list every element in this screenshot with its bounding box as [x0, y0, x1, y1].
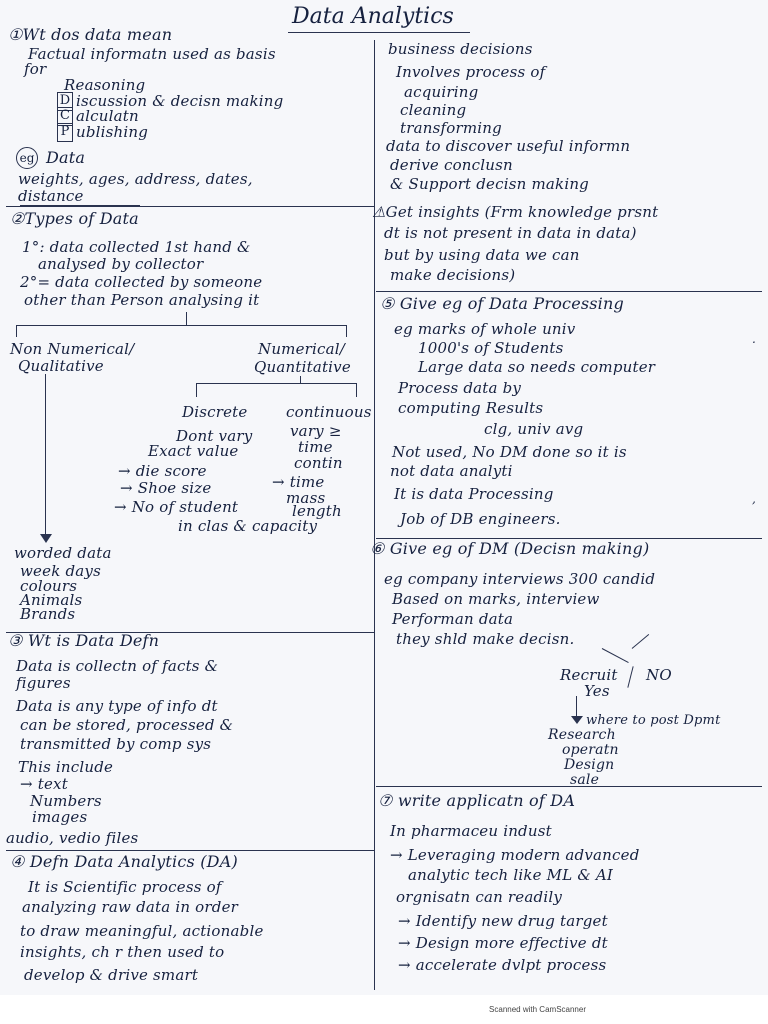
qualitative-item: colours [20, 577, 78, 595]
discrete-drop [196, 383, 197, 397]
margin-mark: , [752, 492, 757, 506]
numerical-branch [196, 383, 356, 384]
q7-line: orgnisatn can readily [396, 888, 562, 906]
q5-line: not data analyti [390, 462, 513, 480]
decision-branch [632, 634, 649, 649]
cont4-line: & Support decisn making [390, 175, 589, 193]
q5-line: computing Results [398, 399, 544, 417]
q6-line: eg company interviews 300 candid [384, 570, 656, 588]
scan-footer [0, 995, 768, 1024]
cont4-line: Involves process of [396, 63, 546, 81]
scanned-with-label: Scanned with CamScanner [489, 1005, 586, 1014]
q2-line: 1°: data collected 1st hand & [22, 238, 251, 256]
q3-line: Data is any type of info dt [16, 697, 218, 715]
yes-label: Yes [584, 682, 610, 700]
yes-no-slash [627, 666, 633, 688]
q2-heading: ②Types of Data [10, 209, 139, 228]
q4-heading: ④ Defn Data Analytics (DA) [10, 852, 238, 871]
discrete-item: → die score [118, 462, 207, 480]
department-item: Research [548, 727, 616, 743]
q5-line: It is data Processing [394, 485, 554, 503]
continuous-item: vary ≥ [290, 422, 342, 440]
continuous-item: contin [294, 454, 343, 472]
q5-line: 1000's of Students [418, 339, 564, 357]
arrow-down-icon [40, 534, 52, 543]
qualitative-item: worded data [14, 544, 112, 562]
q3-line: audio, vedio files [6, 829, 139, 847]
discrete-item: Dont vary [176, 427, 253, 445]
discrete-label: Discrete [182, 403, 248, 421]
dcap-letter-box: P [57, 123, 73, 142]
q4-line: It is Scientific process of [28, 878, 222, 896]
no-label: NO [646, 666, 672, 684]
dcap-letter-box: C [57, 107, 73, 126]
tree-left-drop [16, 325, 17, 337]
insights-line: ⚠Get insights (Frm knowledge prsnt [372, 203, 659, 221]
discrete-item: Exact value [148, 442, 239, 460]
continuous-item: → time [272, 473, 325, 491]
q4-line: to draw meaningful, actionable [20, 922, 264, 940]
tree-stem [186, 312, 187, 326]
dcap-letter-box: D [57, 92, 73, 111]
q3-heading: ③ Wt is Data Defn [8, 631, 160, 650]
yes-arrow-line [576, 696, 577, 718]
qualitative-label: Qualitative [18, 357, 104, 375]
cont4-line: derive conclusn [390, 156, 513, 174]
q3-line: This include [18, 758, 114, 776]
eg-line: distance [18, 187, 84, 205]
arrow-down-icon [571, 716, 583, 724]
cont4-line: transforming [400, 119, 502, 137]
q4-line: analyzing raw data in order [22, 898, 239, 916]
qualitative-item: week days [20, 562, 101, 580]
section-rule [6, 206, 374, 207]
non-numerical-label: Non Numerical/ [10, 340, 135, 358]
tree-right-drop [346, 325, 347, 337]
q4-line: develop & drive smart [24, 966, 199, 984]
q3-line: Data is collectn of facts & [16, 657, 219, 675]
q6-line: they shld make decisn. [396, 630, 575, 648]
q5-line: eg marks of whole univ [394, 320, 576, 338]
insights-line: but by using data we can [384, 246, 580, 264]
cont4-line: acquiring [404, 83, 479, 101]
quantitative-label: Quantitative [254, 358, 351, 376]
q3-line: figures [16, 674, 71, 692]
q3-line: → text [20, 775, 68, 793]
dcap-item: iscussion & decisn making [76, 92, 284, 110]
q5-line: Not used, No DM done so it is [392, 443, 627, 461]
cont4-line: cleaning [400, 101, 467, 119]
decision-branch [602, 648, 629, 663]
discrete-item: → No of student [114, 498, 239, 516]
q5-line: Process data by [398, 379, 522, 397]
discrete-item: → Shoe size [120, 479, 212, 497]
continuous-item: length [292, 502, 342, 520]
q5-line: Large data so needs computer [418, 358, 656, 376]
margin-mark: . [752, 332, 757, 346]
q6-line: Based on marks, interview [392, 590, 600, 608]
continuous-drop [356, 383, 357, 397]
discrete-item: in clas & capacity [178, 517, 318, 535]
cont4-line: business decisions [388, 40, 533, 58]
section-rule [376, 786, 762, 787]
insights-line: dt is not present in data in data) [384, 224, 637, 242]
qualitative-item: Brands [20, 605, 76, 623]
q5-line: clg, univ avg [484, 420, 584, 438]
q6-line: Performan data [392, 610, 514, 628]
q7-line: In pharmaceu indust [390, 822, 552, 840]
recruit-label: Recruit [560, 666, 618, 684]
q5-heading: ⑤ Give eg of Data Processing [380, 294, 624, 313]
continuous-item: time [298, 438, 333, 456]
section-rule [6, 850, 374, 851]
dcap-item: alculatn [76, 107, 139, 125]
q7-line: → Identify new drug target [398, 912, 608, 930]
department-item: sale [570, 772, 600, 788]
q3-line: transmitted by comp sys [20, 735, 212, 753]
q7-line: → Leveraging modern advanced [390, 846, 640, 864]
q2-line: 2°= data collected by someone [20, 273, 263, 291]
section-rule [376, 291, 762, 292]
q1-line: for [24, 60, 47, 78]
q3-line: Numbers [30, 792, 102, 810]
q3-line: images [32, 808, 88, 826]
q2-line: analysed by collector [38, 255, 204, 273]
department-item: operatn [562, 742, 619, 758]
continuous-item: mass [286, 489, 326, 507]
cont4-line: data to discover useful informn [386, 137, 631, 155]
q6-heading: ⑥ Give eg of DM (Decisn making) [370, 539, 650, 558]
q4-line: insights, ch r then used to [20, 943, 225, 961]
dcap-item: Reasoning [64, 76, 146, 94]
eg-line: weights, ages, address, dates, [18, 170, 253, 188]
title-underline [288, 32, 470, 33]
eg-heading: Data [46, 148, 86, 167]
eg-circle-label: eg [16, 147, 38, 169]
q1-line: Factual informatn used as basis [28, 45, 276, 63]
tree-branch [16, 325, 346, 326]
continuous-label: continuous [286, 403, 372, 421]
qualitative-item: Animals [20, 591, 83, 609]
department-item: Design [564, 757, 615, 773]
q7-line: analytic tech like ML & AI [408, 866, 614, 884]
q7-line: → accelerate dvlpt process [398, 956, 607, 974]
insights-line: make decisions) [390, 266, 516, 284]
q7-line: → Design more effective dt [398, 934, 608, 952]
qualitative-arrow-line [45, 374, 46, 536]
page-title: Data Analytics [292, 4, 454, 29]
q2-line: other than Person analysing it [24, 291, 260, 309]
q5-line: Job of DB engineers. [400, 510, 561, 528]
column-divider [374, 40, 375, 990]
q1-heading: ①Wt dos data mean [8, 25, 173, 44]
numerical-label: Numerical/ [258, 340, 346, 358]
dcap-item: ublishing [76, 123, 149, 141]
q7-heading: ⑦ write applicatn of DA [378, 791, 576, 810]
where-to-post-label: where to post Dpmt [586, 713, 721, 728]
q3-line: can be stored, processed & [20, 716, 234, 734]
